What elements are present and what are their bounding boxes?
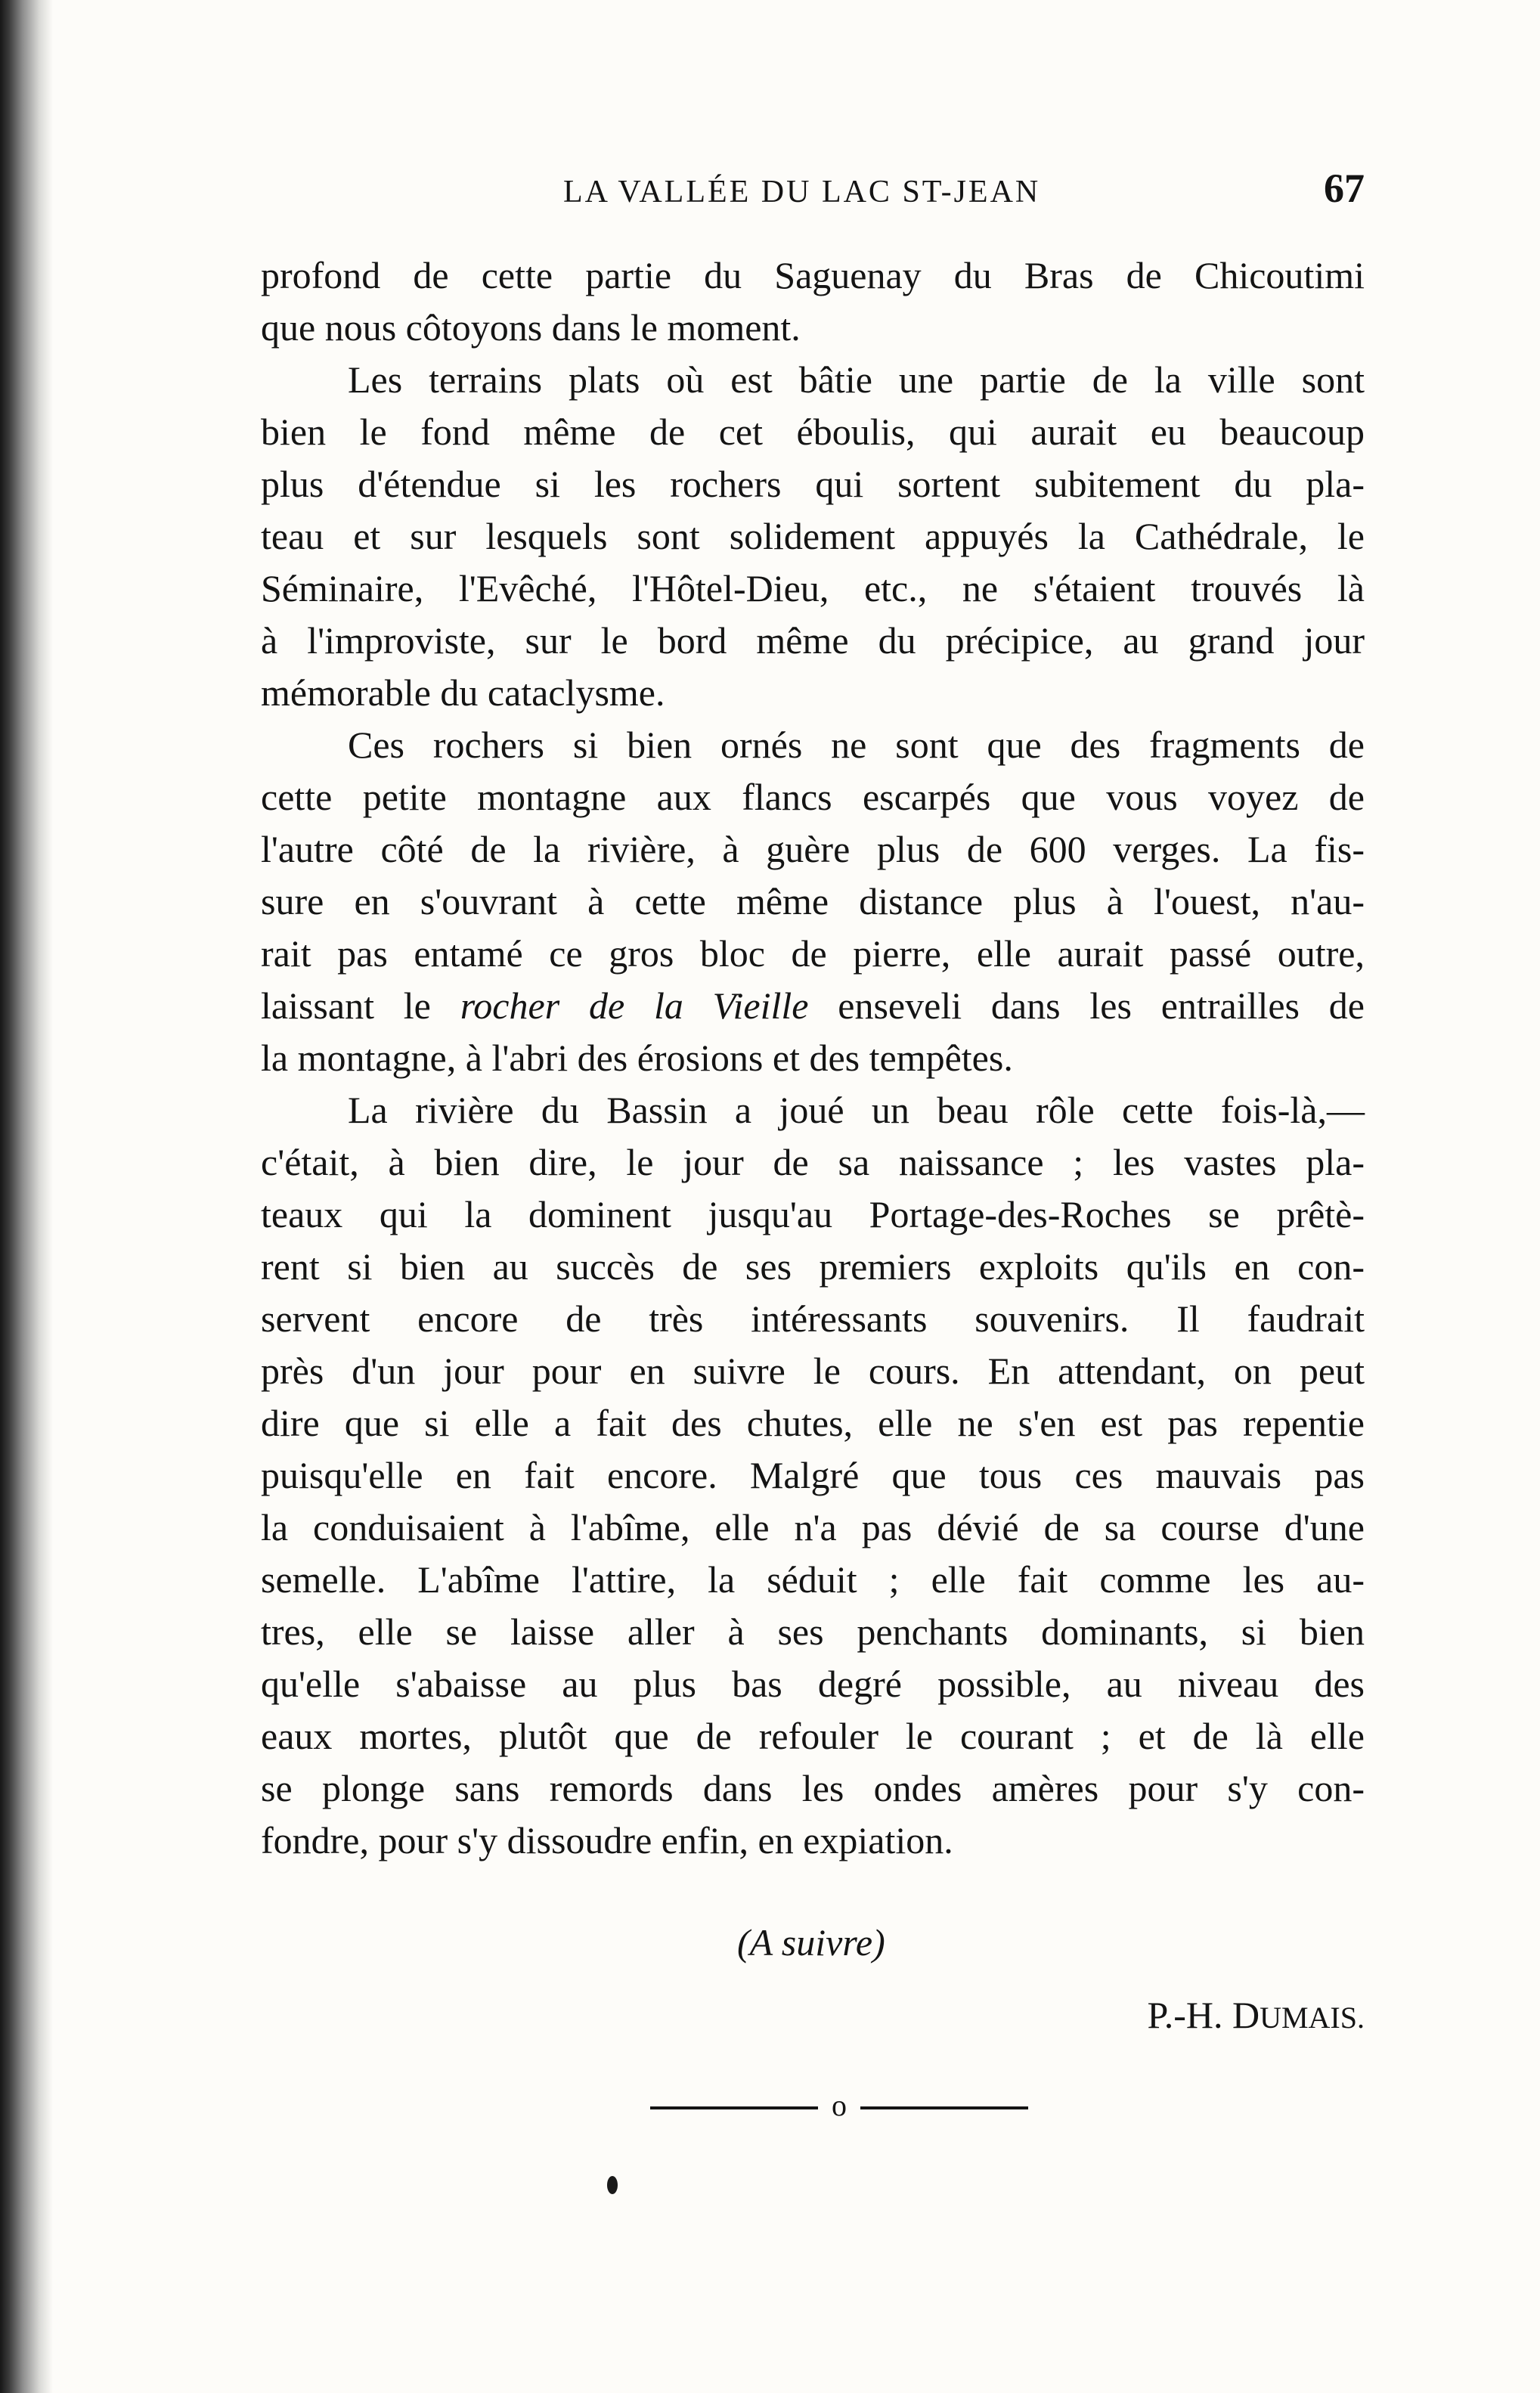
text-line: servent encore de très intéressants souvenirs. Il faudrait <box>261 1297 1365 1340</box>
a-suivre-note: (A suivre) <box>737 1921 885 1964</box>
page-header <box>261 165 1365 218</box>
page-number: 67 <box>1324 166 1365 211</box>
separator-rule-right <box>860 2106 1028 2109</box>
separator-mark: o <box>832 2088 847 2122</box>
text-line: teaux qui la dominent jusqu'au Portage-des-Roches se prêtè- <box>261 1193 1365 1235</box>
text-line: près d'un jour pour en suivre le cours. En attendant, on peut <box>261 1350 1365 1392</box>
text-line: La rivière du Bassin a joué un beau rôle cette fois-là,— <box>348 1089 1365 1131</box>
text-line: la montagne, à l'abri des érosions et des tempêtes. <box>261 1037 1013 1079</box>
text-line: rent si bien au succès de ses premiers exploits qu'ils en con- <box>261 1245 1365 1288</box>
body-text <box>261 250 1365 1867</box>
running-title: LA VALLÉE DU LAC ST-JEAN <box>563 175 1041 209</box>
text-line: teau et sur lesquels sont solidement appuyés la Cathédrale, le <box>261 515 1365 557</box>
page-binding-shadow <box>0 0 53 2393</box>
section-separator <box>650 2087 1028 2125</box>
text-line: se plonge sans remords dans les ondes amères pour s'y con- <box>261 1767 1365 1809</box>
text-line: dire que si elle a fait des chutes, elle ne s'en est pas repentie <box>261 1402 1365 1444</box>
text-line: rait pas entamé ce gros bloc de pierre, elle aurait passé outre, <box>261 932 1365 975</box>
author-signature <box>1147 1993 1365 2037</box>
text-line: tres, elle se laisse aller à ses penchants dominants, si bien <box>261 1610 1365 1653</box>
text-line: puisqu'elle en fait encore. Malgré que tous ces mauvais pas <box>261 1454 1365 1496</box>
text-line: semelle. L'abîme l'attire, la séduit ; elle fait comme les au- <box>261 1558 1365 1601</box>
text-line: profond de cette partie du Saguenay du Bras de Chicoutimi <box>261 254 1365 296</box>
text-line: cette petite montagne aux flancs escarpés que vous voyez de <box>261 776 1365 818</box>
text-line: mémorable du cataclysme. <box>261 671 665 714</box>
text-line: eaux mortes, plutôt que de refouler le courant ; et de là elle <box>261 1715 1365 1757</box>
text-line: sure en s'ouvrant à cette même distance plus à l'ouest, n'au- <box>261 880 1365 922</box>
text-line: la conduisaient à l'abîme, elle n'a pas dévié de sa course d'une <box>261 1506 1365 1548</box>
text-line: Ces rochers si bien ornés ne sont que des fragments de <box>348 724 1365 766</box>
text-line: fondre, pour s'y dissoudre enfin, en expiation. <box>261 1819 953 1861</box>
ink-speck <box>607 2176 618 2194</box>
text-line: qu'elle s'abaisse au plus bas degré possible, au niveau des <box>261 1663 1365 1705</box>
italic-phrase: rocher de la Vieille <box>460 984 809 1027</box>
text-line: à l'improviste, sur le bord même du précipice, au grand jour <box>261 619 1365 662</box>
text-line: Séminaire, l'Evêché, l'Hôtel-Dieu, etc., ne s'étaient trouvés là <box>261 567 1365 609</box>
text-line: bien le fond même de cet éboulis, qui aurait eu beaucoup <box>261 411 1365 453</box>
text-line: l'autre côté de la rivière, à guère plus de 600 verges. La fis- <box>261 828 1365 870</box>
text-line: c'était, à bien dire, le jour de sa naissance ; les vastes pla- <box>261 1141 1365 1183</box>
text-line: laissant le rocher de la Vieille enseveli dans les entrailles de <box>261 984 1365 1027</box>
signature-initials: P.-H. D <box>1147 1994 1260 2036</box>
text-line: que nous côtoyons dans le moment. <box>261 306 801 349</box>
text-line: Les terrains plats où est bâtie une partie de la ville sont <box>348 358 1365 401</box>
signature-surname-small-caps: UMAIS. <box>1260 2001 1365 2035</box>
text-line: plus d'étendue si les rochers qui sortent subitement du pla- <box>261 463 1365 505</box>
